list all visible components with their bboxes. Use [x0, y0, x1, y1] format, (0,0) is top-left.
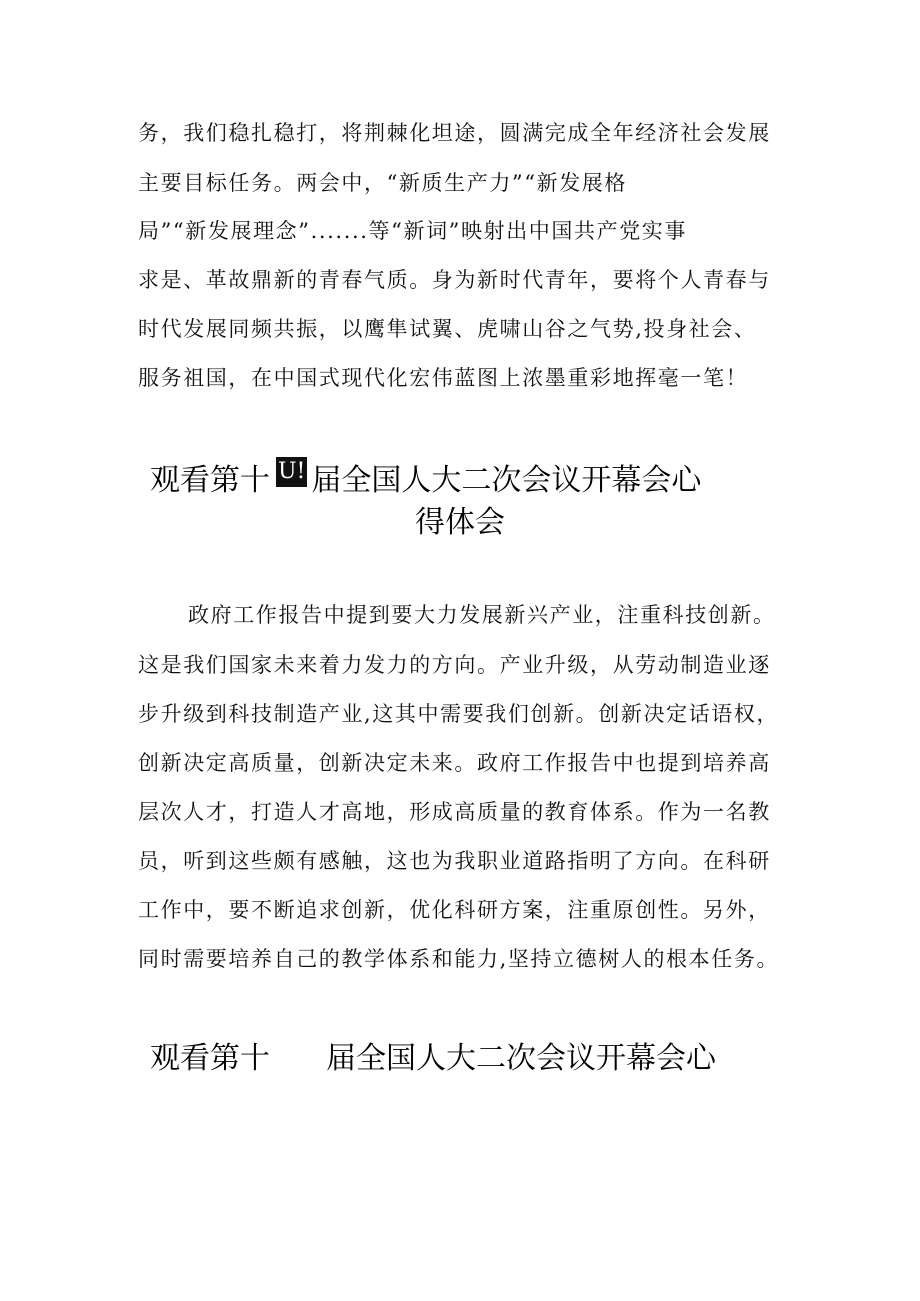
text-line: 步升级到科技制造产业,这其中需要我们创新。创新决定话语权，: [138, 702, 780, 726]
text-line: 求是、革故鼎新的青春气质。身为新时代青年，要将个人青春与: [138, 268, 771, 292]
text-line: 主要目标任务。两会中，“新质生产力”“新发展格: [138, 171, 628, 195]
heading-text-end: 届全国人大二次会议开幕会心: [326, 1041, 716, 1076]
text-line: 层次人才，打造人才高地，形成高质量的教育体系。作为一名教: [138, 800, 771, 824]
text-line: 同时需要培养自己的教学体系和能力,坚持立德树人的根本任务。: [138, 947, 780, 971]
text-line: 务，我们稳扎稳打，将荆棘化坦途，圆满完成全年经济社会发展: [138, 121, 771, 145]
heading-text-start: 观看第十: [150, 463, 270, 498]
heading-text-start: 观看第十: [150, 1041, 270, 1076]
text-line: 局”“新发展理念”.......等“新词”映射出中国共产党实事: [138, 219, 688, 243]
text-line: 员，听到这些颇有感触，这也为我职业道路指明了方向。在科研: [138, 849, 771, 873]
heading-text-end: 届全国人大二次会议开幕会心: [311, 463, 702, 498]
heading-badge: U!: [276, 457, 307, 487]
text-line: 工作中，要不断追求创新，优化科研方案，注重原创性。另外，: [138, 898, 771, 922]
text-line: 政府工作报告中提到要大力发展新兴产业，注重科技创新。: [188, 603, 776, 627]
section-heading: [150, 1039, 716, 1079]
text-line: 服务祖国，在中国式现代化宏伟蓝图上浓墨重彩地挥毫一笔！: [138, 366, 749, 390]
section-heading-line2: 得体会: [415, 505, 505, 540]
text-line: 创新决定高质量，创新决定未来。政府工作报告中也提到培养高: [138, 751, 771, 775]
text-line: 时代发展同频共振，以鹰隼试翼、虎啸山谷之气势,投身社会、: [138, 317, 757, 341]
section-heading: [150, 457, 701, 501]
text-line: 这是我们国家未来着力发力的方向。产业升级，从劳动制造业逐: [138, 653, 771, 677]
